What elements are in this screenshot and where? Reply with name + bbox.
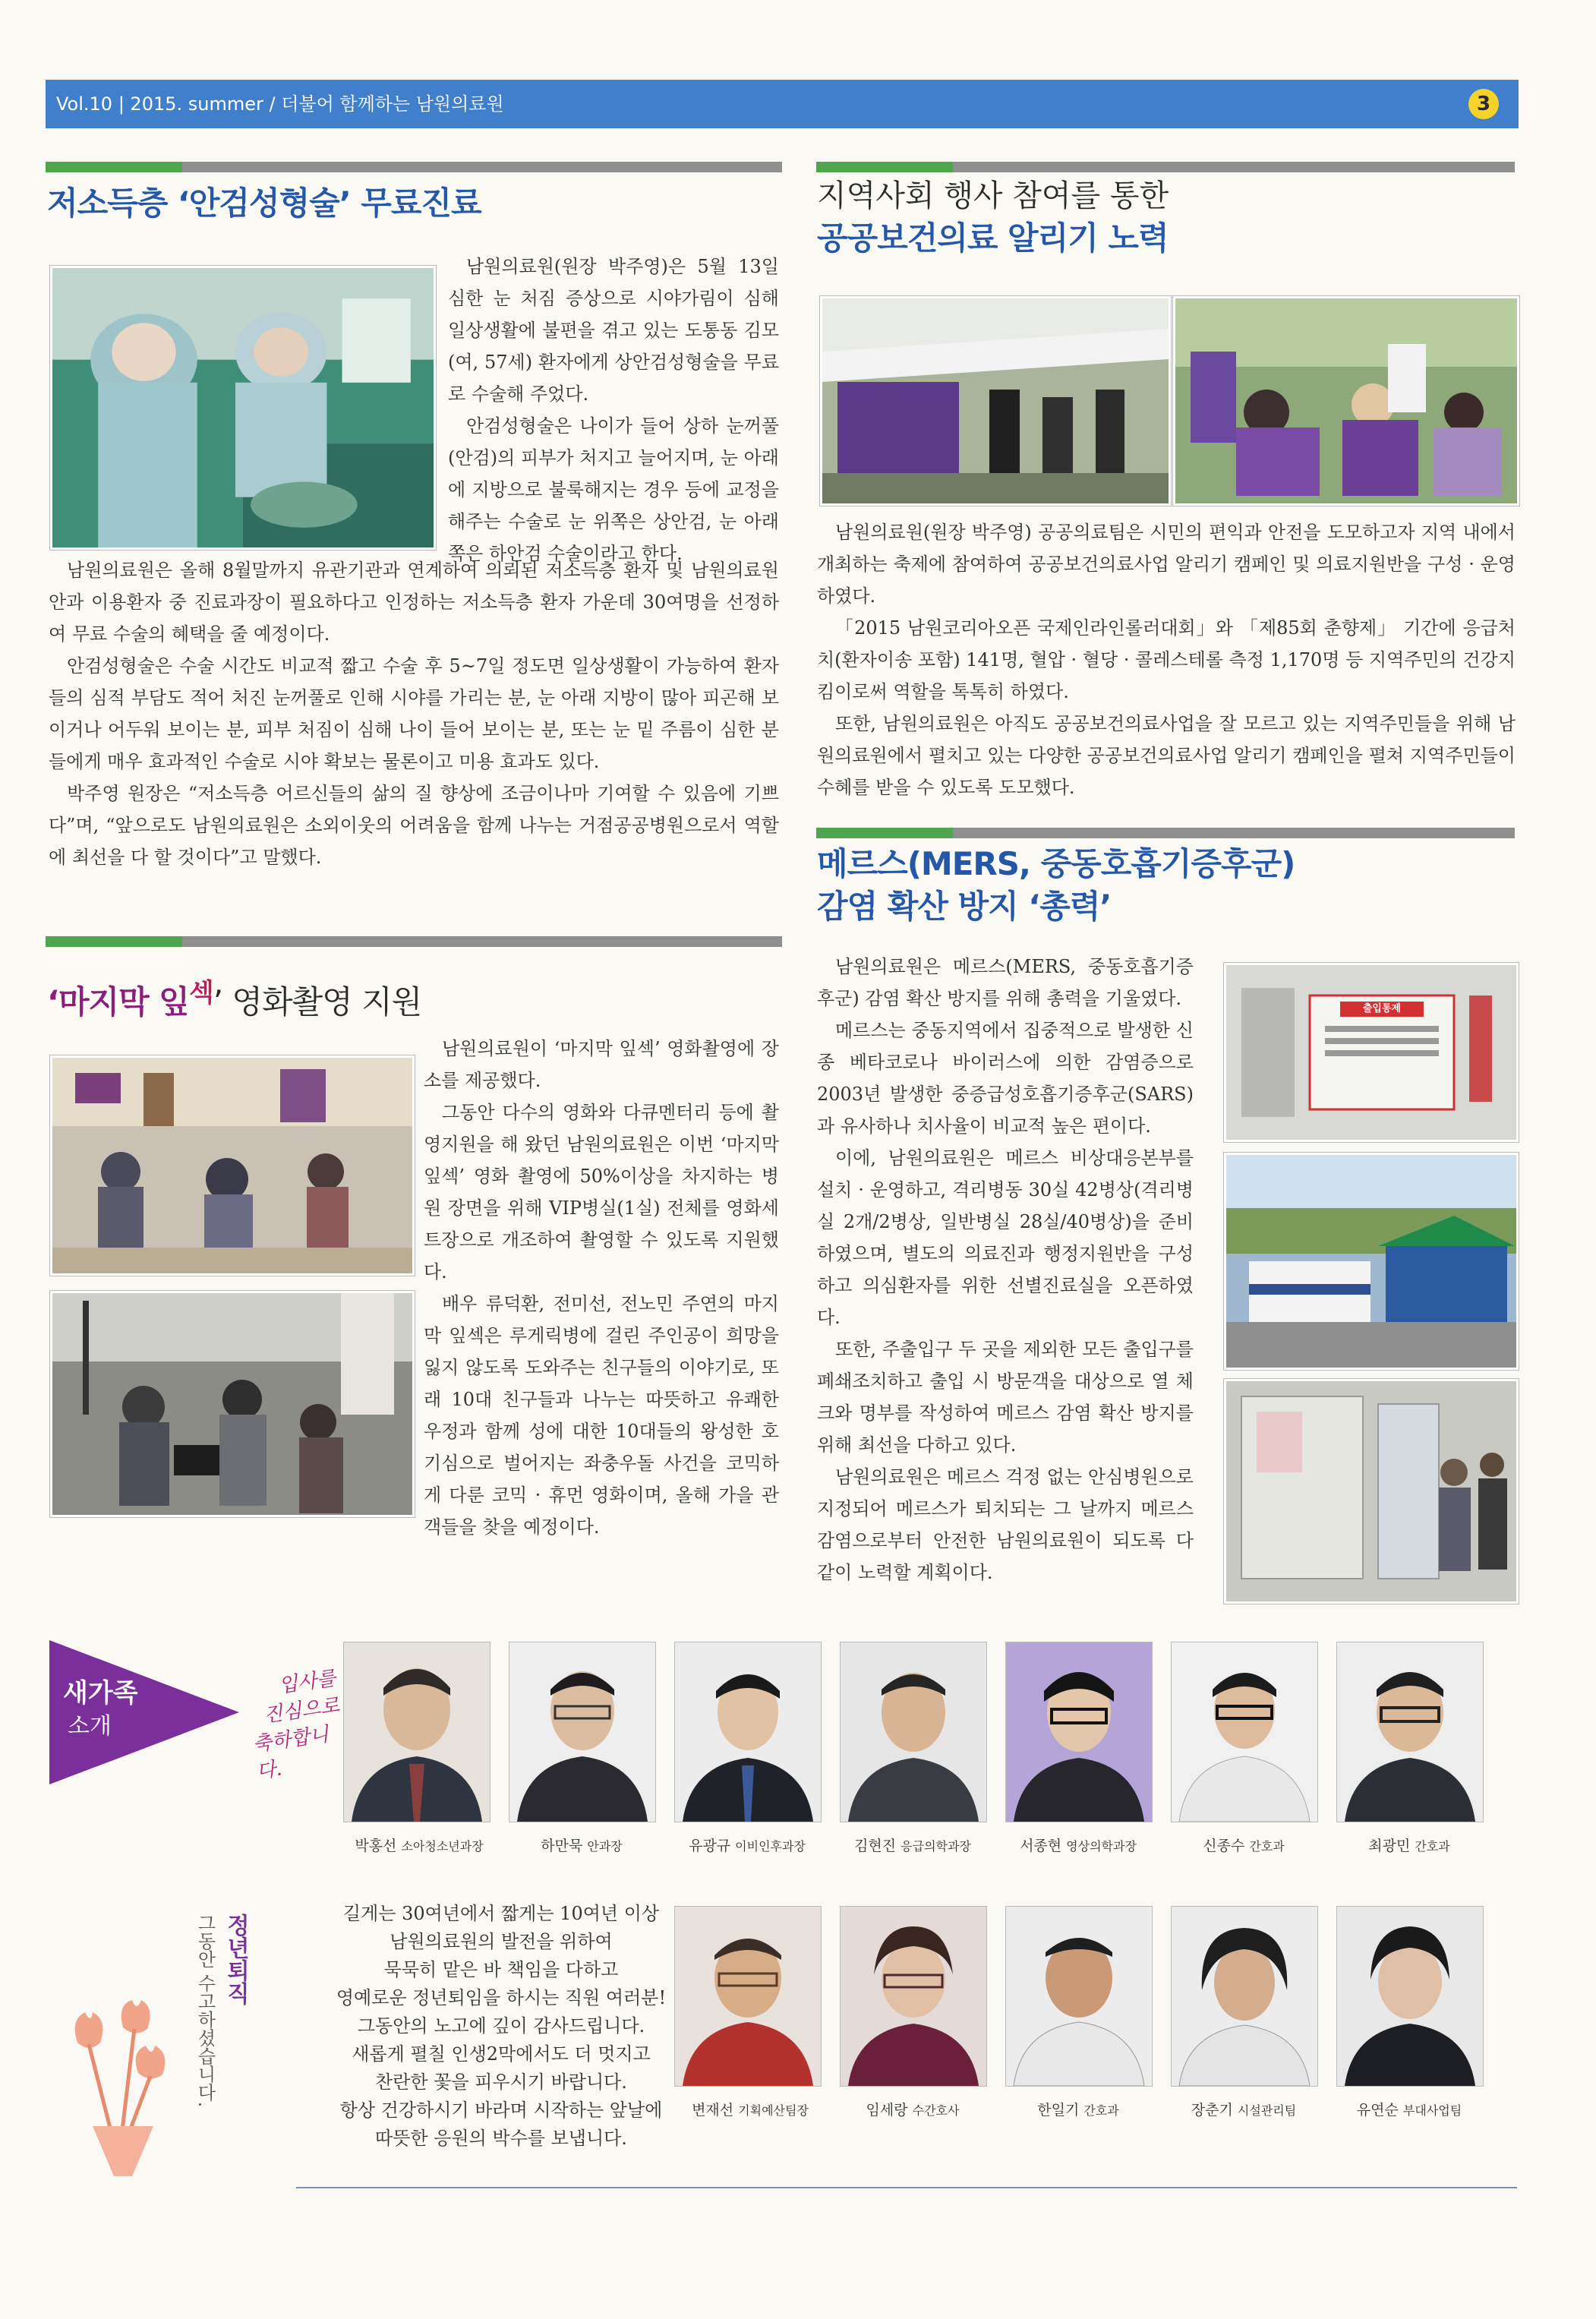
retiree-message-line: 새롭게 펼칠 인생2막에서도 더 멋지고	[352, 2043, 651, 2065]
retiree-name-4: 장춘기 시설관리팀	[1191, 2102, 1297, 2119]
article1-p1: 남원의료원(원장 박주영)은 5월 13일 심한 눈 처짐 증상으로 시야가림이 심해 일상생활에 불편을 겪고 있는 도통동 김모(여, 57세) 환자에게 상안검성형술을 무료로 수술해 주었다.	[448, 256, 779, 405]
portrait-retiree-3	[1005, 1906, 1153, 2087]
portrait-new-2	[509, 1642, 656, 1822]
article4-p4: 또한, 주출입구 두 곳을 제외한 모든 출입구를 폐쇄조치하고 출입 시 방문객을 대상으로 열 체크와 명부를 작성하여 메르스 감염 확산 방지를 위해 최선을 다하고 있다.	[817, 1339, 1194, 1456]
article3-col	[817, 516, 1516, 803]
portrait-retiree-1	[674, 1906, 822, 2087]
new-staff-name-3: 유광규 이비인후과장	[689, 1838, 806, 1854]
article4-col	[817, 951, 1194, 1589]
retiree-message-line: 길게는 30여년에서 짧게는 10여년 이상	[342, 1903, 660, 1924]
retiree-vertical-label: 정년퇴직	[222, 1914, 249, 2005]
article2-col	[424, 1033, 779, 1543]
portrait-retiree-4	[1171, 1906, 1318, 2087]
retiree-name-2: 임세랑 수간호사	[866, 2102, 960, 2119]
article1-title: 저소득층 ‘안검성형술’ 무료진료	[47, 185, 481, 222]
new-staff-name-7: 최광민 간호과	[1368, 1838, 1450, 1854]
article2-p3: 배우 류덕환, 전미선, 전노민 주연의 마지막 잎섹은 루게릭병에 걸린 주인공이 희망을 잃지 않도록 도와주는 친구들의 이야기로, 또래 10대 친구들과 나누는 따뜻하고 유쾌한 우정과 함께 성에 대한 10대들의 왕성한 호기심으로 벌어지는 좌충우돌 사건을 코믹하게 다룬 코믹 · 휴먼 영화이며, 올해 가을 관객들을 찾을 예정이다.	[424, 1293, 779, 1538]
new-staff-name-1: 박홍선 소아청소년과장	[355, 1838, 484, 1854]
retiree-message-line: 남원의료원의 발전을 위하여	[390, 1931, 613, 1952]
article1-col-mid	[448, 410, 779, 569]
section-rule	[816, 828, 1515, 838]
article4-p3: 이에, 남원의료원은 메르스 비상대응본부를 설치 · 운영하고, 격리병동 30실 42병상(격리병실 2개/2병상, 일반병실 28실/40병상)을 준비하였으며, 별도의 의료진과 행정지원반을 구성하고 의심환자를 위한 선별진료실을 오픈하였다.	[817, 1147, 1194, 1328]
portrait-new-4	[840, 1642, 987, 1822]
retiree-name-3: 한일기 간호과	[1037, 2102, 1119, 2119]
article4-title-line2: 감염 확산 방지 ‘총력’	[817, 888, 1112, 925]
section-rule	[46, 162, 782, 172]
article2-title	[47, 972, 776, 1024]
article3-p1: 남원의료원(원장 박주영) 공공의료팀은 시민의 편익과 안전을 도모하고자 지역 내에서 개최하는 축제에 참여하여 공공보건의료사업 알리기 캠페인 및 의료지원반을 구성 · 운영하였다.	[817, 522, 1516, 607]
retiree-name-1: 변재선 기획예산팀장	[692, 2102, 809, 2119]
congrats-line-1: 입사를	[277, 1667, 337, 1698]
retiree-row	[674, 1906, 1517, 2134]
article1-p5: 박주영 원장은 “저소득층 어르신들의 삶의 질 향상에 조금이나마 기여할 수 있음에 기쁘다”며, “앞으로도 남원의료원은 소외이웃의 어려움을 함께 나누는 거점공공병원으로서 역할에 최선을 다 할 것이다”고 말했다.	[49, 783, 779, 868]
article2-title-end: ’ 영화촬영 지원	[213, 983, 422, 1021]
new-staff-row	[343, 1642, 1516, 1854]
article1-p3: 남원의료원은 올해 8월말까지 유관기관과 연계하여 의뢰된 저소득층 환자 및 남원의료원 안과 이용환자 중 진료과장이 필요하다고 인정하는 저소득층 환자 가운데 30여명을 선정하여 무료 수술의 혜택을 줄 예정이다.	[49, 560, 779, 645]
retiree-message-line: 따뜻한 응원의 박수를 보냅니다.	[375, 2128, 627, 2149]
portrait-new-5	[1005, 1642, 1153, 1822]
portrait-new-1	[343, 1642, 490, 1822]
new-staff-congrats	[244, 1664, 349, 1785]
new-staff-label-2: 소개	[68, 1713, 112, 1740]
surgery-photo	[50, 266, 436, 550]
portrait-new-3	[674, 1642, 822, 1822]
entrance-check-photo	[1224, 1379, 1519, 1604]
portrait-new-7	[1336, 1642, 1484, 1822]
article1-col-full	[49, 554, 779, 873]
new-staff-name-2: 하만묵 안과장	[541, 1838, 623, 1854]
header-bar	[46, 80, 1519, 128]
article1-col-top	[448, 251, 779, 410]
tulip-bouquet-icon	[47, 1997, 184, 2179]
triage-tent-photo	[1224, 1153, 1519, 1370]
event-photo-2	[1173, 296, 1519, 506]
article3-p2: 「2015 남원코리아오픈 국제인라인롤러대회」와 「제85회 춘향제」 기간에 응급처치(환자이송 포함) 141명, 혈압 · 혈당 · 콜레스테롤 측정 1,170명 등 지역주민의 건강지킴이로써 역할을 톡톡히 하였다.	[817, 617, 1516, 702]
article4-p5: 남원의료원은 메르스 걱정 없는 안심병원으로 지정되어 메르스가 퇴치되는 그 날까지 메르스 감염으로부터 안전한 남원의료원이 되도록 다 같이 노력할 계획이다.	[817, 1466, 1194, 1583]
article3-title-line1: 지역사회 행사 참여를 통한	[817, 178, 1169, 213]
section-rule	[46, 936, 782, 947]
new-staff-label-1: 새가족	[63, 1678, 138, 1708]
portrait-retiree-5	[1336, 1906, 1484, 2087]
entry-sign-label: 출입통제	[1362, 1003, 1402, 1014]
article2-p1: 남원의료원이 ‘마지막 잎섹’ 영화촬영에 장소를 제공했다.	[424, 1038, 779, 1091]
article2-title-main: ‘마지막 잎	[47, 983, 189, 1021]
filming-photo-1	[50, 1055, 415, 1276]
article1-p4: 안검성형술은 수술 시간도 비교적 짧고 수술 후 5~7일 정도면 일상생활이 가능하여 환자들의 심적 부담도 적어 처진 눈꺼풀로 인해 시야를 가리는 분, 눈 아래 지방이 많아 피곤해 보이거나 어두워 보이는 분, 피부 처짐이 심해 나이 들어 보이는 분, 또는 눈 밑 주름이 심한 분들에게 매우 효과적인 수술로 시야 확보는 물론이고 미용 효과도 있다.	[49, 655, 779, 772]
retiree-name-5: 유연순 부대사업팀	[1356, 2102, 1462, 2119]
section-rule	[816, 162, 1515, 172]
footer-rule	[296, 2187, 1517, 2188]
article4-p1: 남원의료원은 메르스(MERS, 중동호흡기증후군) 감염 확산 방지를 위해 총력을 기울였다.	[817, 956, 1194, 1009]
portrait-new-6	[1171, 1642, 1318, 1822]
new-staff-name-5: 서종현 영상의학과장	[1020, 1838, 1137, 1854]
new-staff-banner	[49, 1640, 239, 1784]
retiree-message-line: 묵묵히 맡은 바 책임을 다하고	[383, 1959, 619, 1980]
retiree-message-line: 그동안의 노고에 깊이 감사드립니다.	[357, 2015, 645, 2037]
entry-control-photo	[1224, 963, 1519, 1142]
retiree-message-line: 찬란한 꽃을 피우시기 바랍니다.	[375, 2071, 627, 2093]
retiree-message-line: 항상 건강하시기 바라며 시작하는 앞날에	[339, 2100, 663, 2121]
filming-photo-2	[50, 1291, 415, 1517]
header-text: Vol.10 | 2015. summer / 더불어 함께하는 남원의료원	[56, 93, 504, 115]
page-number-badge: 3	[1468, 89, 1499, 119]
new-staff-name-4: 김현진 응급의학과장	[854, 1838, 971, 1854]
new-staff-name-6: 신종수 간호과	[1203, 1838, 1285, 1854]
article4-title-line1: 메르스(MERS, 중동호흡기증후군)	[817, 845, 1295, 882]
congrats-line-2: 진심으로	[262, 1693, 341, 1727]
article2-title-sup: 섹	[188, 978, 213, 1008]
article1-p2a: 안검성형술은 나이가 들어 상하 눈꺼풀(안검)의 피부가 처지고 늘어지며, 눈 아래에 지방으로 불룩해지는 경우 등에 교정을 해주는 수술로 눈 위쪽은 상안검, 눈 아래쪽은 하안검 수술이라고 한다.	[448, 415, 779, 564]
article3-title-line2: 공공보건의료 알리기 노력	[817, 219, 1169, 257]
retiree-vertical-sub: 그동안 수고하셨습니다.	[194, 1914, 216, 2108]
event-photo-1	[820, 296, 1171, 506]
congrats-line-3: 축하합니다.	[251, 1723, 330, 1784]
portrait-retiree-2	[840, 1906, 987, 2087]
retiree-message	[296, 1900, 706, 2153]
article2-p2: 그동안 다수의 영화와 다큐멘터리 등에 촬영지원을 해 왔던 남원의료원은 이번 ‘마지막 잎섹’ 영화 촬영에 50%이상을 차지하는 병원 장면을 위해 VIP병실(1실) 전체를 영화세트장으로 개조하여 촬영할 수 있도록 지원했다.	[424, 1102, 779, 1283]
article4-p2: 메르스는 중동지역에서 집중적으로 발생한 신종 베타코로나 바이러스에 의한 감염증으로 2003년 발생한 중증급성호흡기증후군(SARS)과 유사하나 치사율이 비교적 높은 편이다.	[817, 1020, 1194, 1137]
retiree-message-line: 영예로운 정년퇴임을 하시는 직원 여러분!	[336, 1987, 667, 2008]
article3-p3: 또한, 남원의료원은 아직도 공공보건의료사업을 잘 모르고 있는 지역주민들을 위해 남원의료원에서 펼치고 있는 다양한 공공보건의료사업 알리기 캠페인을 펼쳐 지역주민들이 수혜를 받을 수 있도록 도모했다.	[817, 713, 1516, 798]
